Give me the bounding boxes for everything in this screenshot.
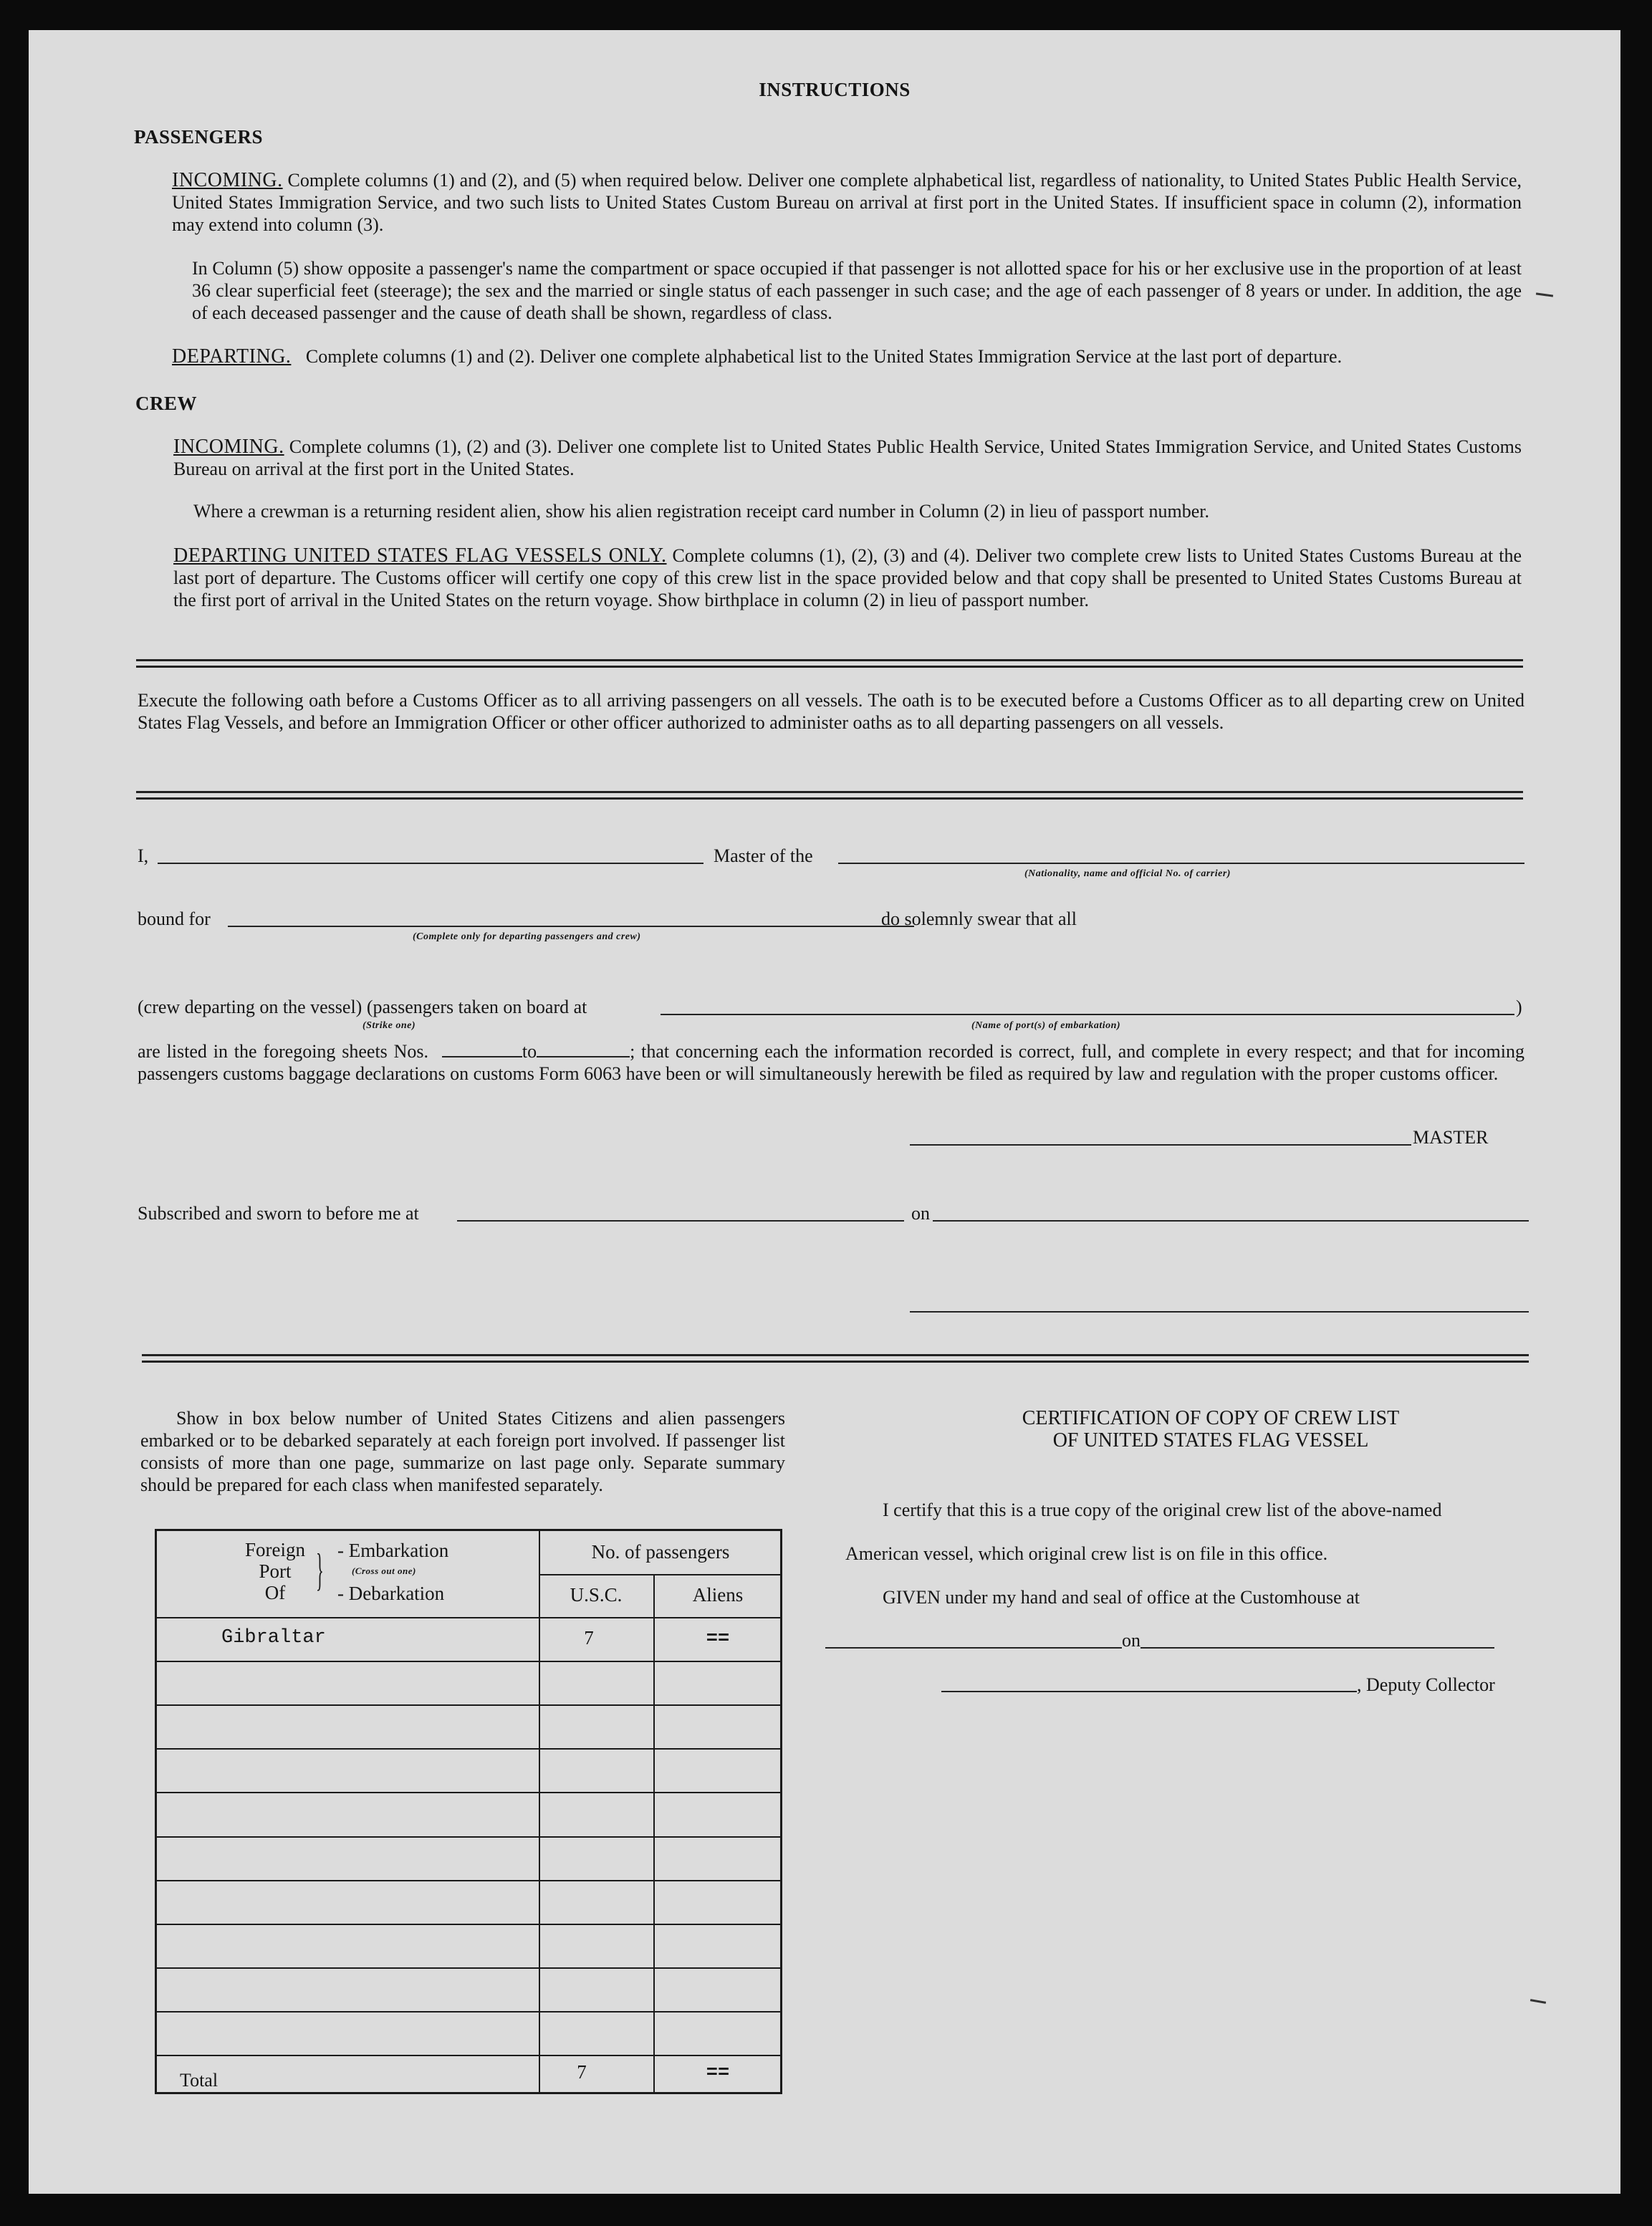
row-port[interactable]: Gibraltar [221, 1627, 326, 1649]
certification-date-line[interactable] [1140, 1647, 1494, 1649]
table-row-divider [157, 1792, 780, 1793]
margin-mark [1530, 1999, 1546, 2004]
master-name-line[interactable] [158, 863, 703, 864]
oath-listed-paragraph [138, 1040, 1524, 1085]
certification-title-line2: OF UNITED STATES FLAG VESSEL [1052, 1429, 1369, 1452]
subscribed-date-line[interactable] [933, 1220, 1529, 1222]
header-brace: } [316, 1544, 324, 1595]
passengers-departing-label: DEPARTING. [172, 345, 292, 368]
oath-crew-departing: (crew departing on the vessel) (passengers taken on board at [138, 997, 587, 1017]
page-title: INSTRUCTIONS [759, 79, 911, 100]
table-row-divider [157, 1924, 780, 1925]
customhouse-line[interactable] [825, 1647, 1122, 1649]
table-divider [539, 1531, 540, 2092]
ports-caption: (Name of port(s) of embarkation) [971, 1020, 1121, 1031]
complete-only-caption: (Complete only for departing passengers and crew) [413, 931, 641, 942]
passengers-departing-text: Complete columns (1) and (2). Deliver one complete alphabetical list to the United States Immigration Service at the last port of departure. [305, 346, 1343, 367]
master-label: MASTER [1413, 1127, 1489, 1148]
total-label: Total [180, 2070, 218, 2091]
table-row-divider [157, 1880, 780, 1881]
total-aliens[interactable]: == [706, 2063, 730, 2084]
crew-heading: CREW [135, 393, 198, 414]
header-of: Of [264, 1582, 286, 1603]
header-port: Port [259, 1560, 292, 1582]
passengers-incoming-label: INCOMING. [172, 169, 283, 191]
crew-departing-label: DEPARTING UNITED STATES FLAG VESSELS ONLY. [173, 544, 667, 567]
oath-master-of: Master of the [714, 845, 813, 866]
table-divider [539, 1574, 780, 1575]
certification-title-line1: CERTIFICATION OF COPY OF CREW LIST [1022, 1407, 1400, 1429]
crew-departing-text: Complete columns (1), (2), (3) and (4). Deliver two complete crew lists to United States Customs Bureau at the last port of departure. The Customs officer will certify one copy of this crew list in the space provided below and that copy shall be presented to United States Customs Bureau at the first port of arrival in the United States on the return voyage. Show birthplace in column (2) in lieu of passport number. [173, 545, 1522, 610]
oath-divider [136, 791, 1523, 800]
oath-swear: do solemnly swear that all [881, 908, 1077, 929]
table-row-divider [157, 1967, 780, 1969]
passengers-departing-paragraph [172, 345, 1533, 368]
subscribed-on-label: on [911, 1203, 930, 1224]
oath-i-label[interactable]: I, [138, 845, 149, 866]
certification-title [853, 1407, 1569, 1452]
header-usc: U.S.C. [570, 1584, 623, 1606]
passengers-heading: PASSENGERS [134, 126, 264, 148]
destination-line[interactable] [228, 926, 914, 927]
table-row-divider [157, 2011, 780, 2012]
certify-line2: American vessel, which original crew list is on file in this office. [845, 1543, 1328, 1564]
crew-crewman-paragraph: Where a crewman is a returning resident alien, show his alien registration receipt card number in Column (2) in lieu of passport number. [193, 501, 1210, 522]
oath-listed-prefix: are listed in the foregoing sheets Nos. [138, 1041, 429, 1062]
oath-intro: Execute the following oath before a Customs Officer as to all arriving passengers on all vessels. The oath is to be executed before a Customs Officer as to all departing crew on United States Flag Vessels, and before an Immigration Officer or other officer authorized to administer oaths as to all departing passengers on all vessels. [138, 690, 1524, 733]
nationality-caption: (Nationality, name and official No. of carrier) [1024, 868, 1231, 879]
header-aliens: Aliens [692, 1584, 744, 1606]
header-no-passengers: No. of passengers [591, 1541, 730, 1563]
table-row-divider [157, 1704, 780, 1706]
embarkation-ports-line[interactable] [661, 1014, 1514, 1015]
carrier-line[interactable] [838, 863, 1524, 864]
oath-bound-for: bound for [138, 908, 211, 929]
table-row-divider [157, 1748, 780, 1750]
header-cross-out: (Cross out one) [352, 1565, 416, 1576]
header-debarkation: - Debarkation [337, 1583, 445, 1604]
row-aliens[interactable]: == [706, 1628, 730, 1650]
certification-on-label: on [1122, 1630, 1140, 1651]
master-signature-line[interactable] [910, 1144, 1411, 1146]
given-line: GIVEN under my hand and seal of office at the Customhouse at [883, 1587, 1360, 1608]
header-embarkation: - Embarkation [337, 1540, 449, 1561]
deputy-collector-label: , Deputy Collector [1357, 1674, 1495, 1695]
table-row-divider [157, 1836, 780, 1838]
table-divider [157, 1617, 780, 1618]
deputy-collector-signature-line[interactable] [941, 1691, 1357, 1692]
header-foreign: Foreign [245, 1539, 305, 1560]
strike-one-caption: (Strike one) [362, 1020, 416, 1031]
passenger-summary-table [155, 1529, 782, 2094]
oath-listed-rest: ; that concerning each the information recorded is correct, full, and complete in every respect; and that for incoming passengers customs baggage declarations on customs Form 6063 have been or will simultaneously herewith be filed as required by law and regulation with the proper customs officer. [138, 1041, 1524, 1084]
table-row-divider [157, 1661, 780, 1662]
passengers-incoming-paragraph [172, 169, 1522, 236]
row-usc[interactable]: 7 [584, 1627, 594, 1649]
total-usc[interactable]: 7 [577, 2061, 587, 2083]
subscribed-place-line[interactable] [457, 1220, 904, 1222]
crew-departing-paragraph [173, 544, 1522, 611]
summary-instructions: Show in box below number of United States Citizens and alien passengers embarked or to be debarked separately at each foreign port involved. If passenger list consists of more than one page, summarize on last page only. Separate summary should be prepared for each class when manifested separately. [140, 1408, 785, 1495]
table-divider [653, 1574, 655, 2092]
sheet-from-field[interactable] [442, 1042, 522, 1057]
certify-line1: I certify that this is a true copy of the original crew list of the above-named [883, 1500, 1442, 1520]
passengers-incoming-text: Complete columns (1) and (2), and (5) when required below. Deliver one complete alphabetical list, regardless of nationality, to United States Public Health Service, United States Immigration Service, and two such lists to United States Custom Bureau on arrival at first port in the United States. If insufficient space in column (2), information may extend into column (3). [172, 170, 1522, 235]
officer-signature-line[interactable] [910, 1311, 1529, 1313]
margin-mark [1536, 292, 1553, 297]
crew-incoming-text: Complete columns (1), (2) and (3). Deliver one complete list to United States Public Health Service, United States Immigration Service, and United States Customs Bureau on arrival at the first port in the United States. [173, 436, 1522, 479]
sheet-to-field[interactable] [537, 1042, 630, 1057]
passengers-column5-paragraph: In Column (5) show opposite a passenger's name the compartment or space occupied if that passenger is not allotted space for his or her exclusive use in the proportion of at least 36 clear superficial feet (steerage); the sex and the married or single status of each passenger in such case; and the age of each passenger of 8 years or under. In addition, the age of each deceased passenger and the cause of death shall be shown, regardless of class. [192, 258, 1522, 323]
crew-incoming-paragraph [173, 436, 1522, 480]
table-divider [157, 2055, 780, 2056]
oath-close-paren: ) [1516, 997, 1522, 1017]
crew-incoming-label: INCOMING. [173, 436, 284, 458]
oath-to: to [522, 1041, 537, 1062]
subscribed-label: Subscribed and sworn to before me at [138, 1203, 419, 1224]
document-page [29, 30, 1620, 2194]
bottom-divider [142, 1354, 1529, 1363]
section-divider [136, 659, 1523, 668]
